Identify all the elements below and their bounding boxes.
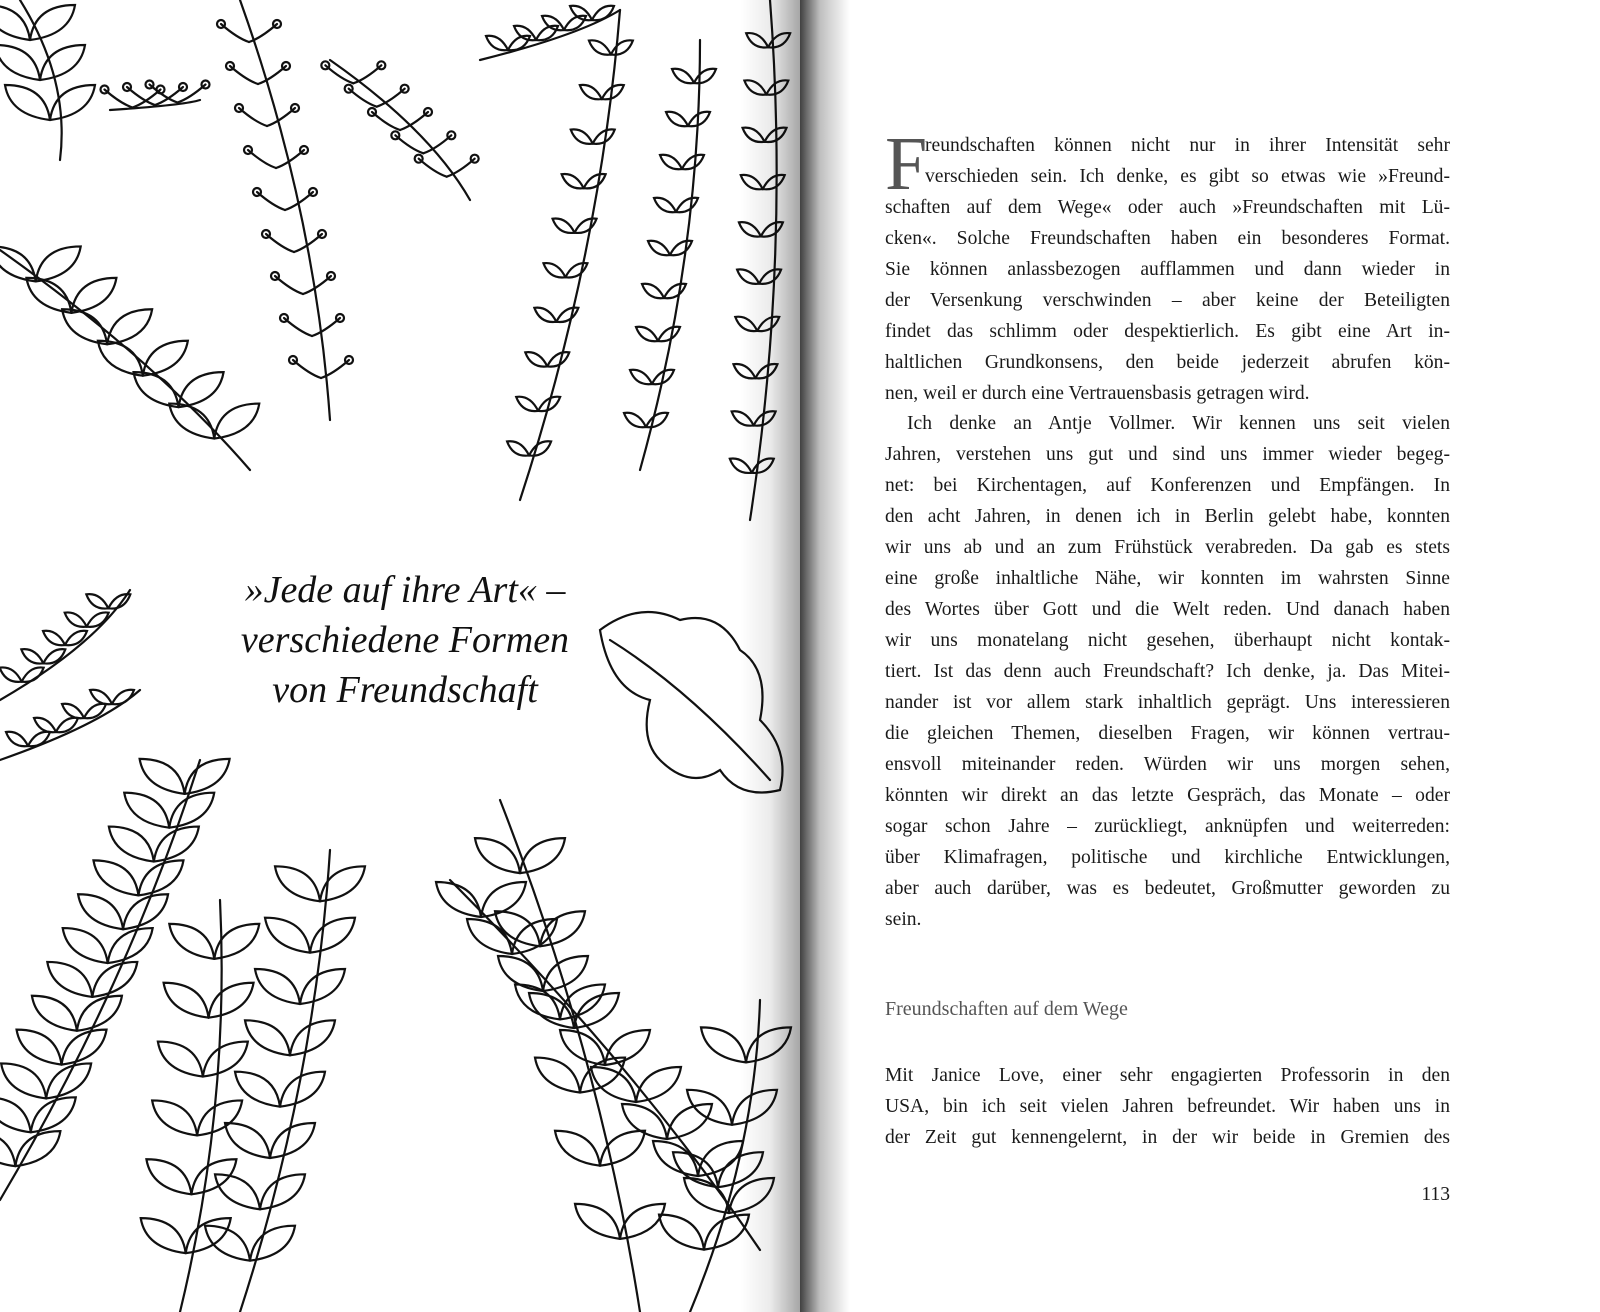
leaf-drawing (654, 198, 676, 212)
paragraph-2 (885, 408, 1450, 935)
text-line: net: bei Kirchentagen, auf Konferenzen und Empfängen. In (885, 475, 1450, 496)
text-line: über Klimafragen, politische und kirchliche Entwicklungen, (885, 847, 1450, 868)
leaf-drawing (191, 1159, 236, 1194)
leaf-drawing (138, 860, 183, 895)
leaf-drawing (574, 993, 619, 1028)
chapter-title (200, 565, 610, 715)
text-line: Ich denke an Antje Vollmer. Wir kennen uns seit vielen (907, 413, 1450, 434)
leaf-drawing (611, 40, 633, 54)
leaf-drawing (636, 327, 658, 341)
text-line: verschieden sein. Ich denke, es gibt so etwas wie »Freund- (925, 166, 1450, 187)
text-line: Jahren, verstehen uns gut und sind uns immer wieder begeg- (885, 444, 1450, 465)
leaf-drawing (40, 45, 85, 80)
paragraph-1 (885, 122, 1450, 409)
text-line: sogar schon Jahre – zurückliegt, anknüpfen und weiterreden: (885, 816, 1450, 837)
leaf-drawing (667, 1104, 712, 1139)
leaf-drawing (1, 1063, 46, 1098)
stem-drawing (520, 10, 620, 500)
leaf-drawing (636, 1067, 681, 1102)
leaf-drawing (676, 198, 698, 212)
leaf-drawing (660, 155, 682, 169)
leaf-drawing (592, 6, 614, 20)
leaf-drawing (62, 704, 84, 718)
leaf-drawing (28, 732, 50, 746)
leaf-drawing (646, 413, 668, 427)
text-line: Mit Janice Love, einer sehr engagierten Professorin in den (885, 1065, 1450, 1086)
leaf-drawing (46, 1063, 91, 1098)
leaf-drawing (682, 155, 704, 169)
leaf-drawing (141, 1218, 186, 1253)
text-line: wir uns ab und an zum Frühstück verabreden. Da gab es stets (885, 537, 1450, 558)
text-line: schaften auf dem Wege« oder auch »Freundschaften mit Lü- (885, 197, 1450, 218)
leaf-drawing (507, 441, 529, 455)
leaf-drawing (22, 667, 44, 681)
leaf-drawing (134, 372, 179, 407)
leaf-drawing (26, 278, 71, 313)
text-line: nander ist vor allem stark inhaltlich geprägt. Uns interessieren (885, 692, 1450, 713)
leaf-drawing (584, 174, 606, 188)
leaf-drawing (600, 1131, 645, 1166)
leaf-drawing (215, 1174, 260, 1209)
text-line: cken«. Solche Freundschaften haben ein besonderes Format. (885, 228, 1450, 249)
leaf-drawing (658, 327, 680, 341)
text-line: sein. (885, 909, 922, 930)
leaf-drawing (214, 404, 259, 439)
leaf-drawing (87, 612, 109, 626)
leaf-drawing (255, 969, 300, 1004)
leaf-drawing (47, 962, 92, 997)
leaf-drawing (140, 759, 185, 794)
leaf-drawing (593, 129, 615, 143)
leaf-drawing (0, 1097, 31, 1132)
leaf-drawing (525, 352, 547, 366)
leaf-drawing (664, 284, 686, 298)
leaf-drawing (648, 241, 670, 255)
leaf-drawing (495, 911, 540, 946)
leaf-drawing (624, 413, 646, 427)
leaf-drawing (529, 441, 551, 455)
leaf-drawing (36, 246, 81, 281)
leaf-drawing (672, 69, 694, 83)
leaf-drawing (124, 793, 169, 828)
text-line: Sie können anlassbezogen aufflammen und dann wieder in (885, 259, 1450, 280)
leaf-drawing (666, 112, 688, 126)
leaf-drawing (520, 838, 565, 873)
leaf-drawing (109, 827, 154, 862)
leaf-drawing (17, 1030, 62, 1065)
leaf-drawing (575, 219, 597, 233)
stem-drawing (0, 250, 250, 470)
leaf-drawing (547, 352, 569, 366)
leaf-drawing (0, 667, 22, 681)
leaf-drawing (112, 690, 134, 704)
leaf-drawing (30, 5, 75, 40)
leaf-drawing (164, 983, 209, 1018)
leaf-drawing (6, 732, 28, 746)
text-line: der Versenkung verschwinden – aber keine der Beteiligten (885, 290, 1450, 311)
stem-drawing (240, 850, 330, 1312)
leaf-drawing (98, 341, 143, 376)
leaf-drawing (684, 1178, 729, 1213)
leaf-drawing (209, 983, 254, 1018)
text-line: die gleichen Themen, dieselben Fragen, wir können vertrau- (885, 723, 1450, 744)
leaf-drawing (260, 1174, 305, 1209)
leaf-drawing (290, 1020, 335, 1055)
leaf-drawing (486, 36, 508, 50)
leaf-drawing (630, 370, 652, 384)
leaf-drawing (589, 40, 611, 54)
leaf-drawing (556, 308, 578, 322)
leaf-drawing (300, 969, 345, 1004)
leaf-drawing (659, 1215, 704, 1250)
section-heading: Freundschaften auf dem Wege (885, 998, 1128, 1020)
leaf-drawing (5, 85, 50, 120)
drop-cap: F (885, 122, 928, 206)
leaf-drawing (78, 894, 123, 929)
leaf-drawing (21, 649, 43, 663)
leaf-drawing (602, 85, 624, 99)
leaf-drawing (535, 1058, 580, 1093)
leaf-drawing (146, 1159, 191, 1194)
leaf-drawing (197, 1100, 242, 1135)
leaf-drawing (670, 241, 692, 255)
leaf-drawing (169, 793, 214, 828)
leaf-drawing (310, 918, 355, 953)
leaf-drawing (562, 174, 584, 188)
text-line: des Wortes über Gott und die Welt reden. Und danach haben (885, 599, 1450, 620)
leaf-drawing (467, 919, 512, 954)
text-line: USA, bin ich seit vielen Jahren befreundet. Wir haben uns in (885, 1096, 1450, 1117)
leaf-drawing (152, 1100, 197, 1135)
leaf-drawing (280, 1072, 325, 1107)
leaf-drawing (225, 1123, 270, 1158)
leaf-drawing (0, 45, 40, 80)
leaf-drawing (575, 1204, 620, 1239)
leaf-drawing (694, 69, 716, 83)
leaf-drawing (93, 860, 138, 895)
leaf-drawing (107, 309, 152, 344)
leaf-drawing (642, 284, 664, 298)
leaf-drawing (565, 263, 587, 277)
leaf-drawing (687, 1090, 732, 1125)
leaf-drawing (245, 1020, 290, 1055)
leaf-drawing (270, 1123, 315, 1158)
leaf-drawing (43, 649, 65, 663)
leaf-drawing (63, 928, 108, 963)
text-line: nen, weil er durch eine Vertrauensbasis getragen wird. (885, 383, 1310, 404)
leaf-drawing (31, 1097, 76, 1132)
chapter-title-line: von Freundschaft (272, 669, 538, 711)
leaf-drawing (158, 1042, 203, 1077)
leaf-drawing (265, 918, 310, 953)
text-line: aber auch darüber, was es bedeutet, Großmutter geworden zu (885, 878, 1450, 899)
leaf-drawing (498, 956, 543, 991)
leaf-drawing (34, 718, 56, 732)
text-line: wir uns monatelang nicht gesehen, überhaupt nicht kontak- (885, 630, 1450, 651)
text-line: könnten wir direkt an das letzte Gespräch, das Monate – oder (885, 785, 1450, 806)
leaf-drawing (543, 263, 565, 277)
text-line: findet das schlimm oder despektierlich. Es gibt eine Art in- (885, 321, 1450, 342)
text-line: ensvoll miteinander reden. Würden wir uns morgen sehen, (885, 754, 1450, 775)
text-line: reundschaften können nicht nur in ihrer Intensität sehr (925, 135, 1450, 156)
text-line: eine große inhaltliche Nähe, wir konnten im wahrsten Sinne (885, 568, 1450, 589)
paragraph-3 (885, 1060, 1450, 1153)
leaf-drawing (475, 838, 520, 873)
leaf-drawing (591, 1067, 636, 1102)
leaf-drawing (555, 1131, 600, 1166)
leaf-drawing (169, 924, 214, 959)
leaf-drawing (516, 397, 538, 411)
leaf-drawing (0, 1131, 15, 1166)
page-number: 113 (1421, 1184, 1450, 1205)
text-line: der Zeit gut kennengelernt, in der wir beide in Gremien des (885, 1127, 1450, 1148)
leaf-drawing (65, 612, 87, 626)
leaf-drawing (143, 341, 188, 376)
leaf-drawing (90, 690, 112, 704)
text-line: tiert. Ist das denn auch Freundschaft? Ich denke, ja. Das Mitei- (885, 661, 1450, 682)
chapter-title-line: »Jede auf ihre Art« – (244, 569, 566, 611)
leaf-drawing (534, 308, 556, 322)
gutter-shadow (740, 0, 800, 1312)
leaf-drawing (43, 631, 65, 645)
text-line: haltlichen Grundkonsens, den beide jederzeit abrufen kön- (885, 352, 1450, 373)
text-line: den acht Jahren, in denen ich in Berlin gelebt habe, konnten (885, 506, 1450, 527)
chapter-title-line: verschiedene Formen (240, 619, 570, 661)
leaf-drawing (580, 85, 602, 99)
stem-drawing (0, 690, 140, 760)
leaf-drawing (571, 129, 593, 143)
gutter-shadow (800, 0, 850, 1312)
leaf-drawing (32, 996, 77, 1031)
leaf-drawing (86, 594, 108, 608)
leaf-drawing (553, 219, 575, 233)
leaf-drawing (275, 866, 320, 901)
